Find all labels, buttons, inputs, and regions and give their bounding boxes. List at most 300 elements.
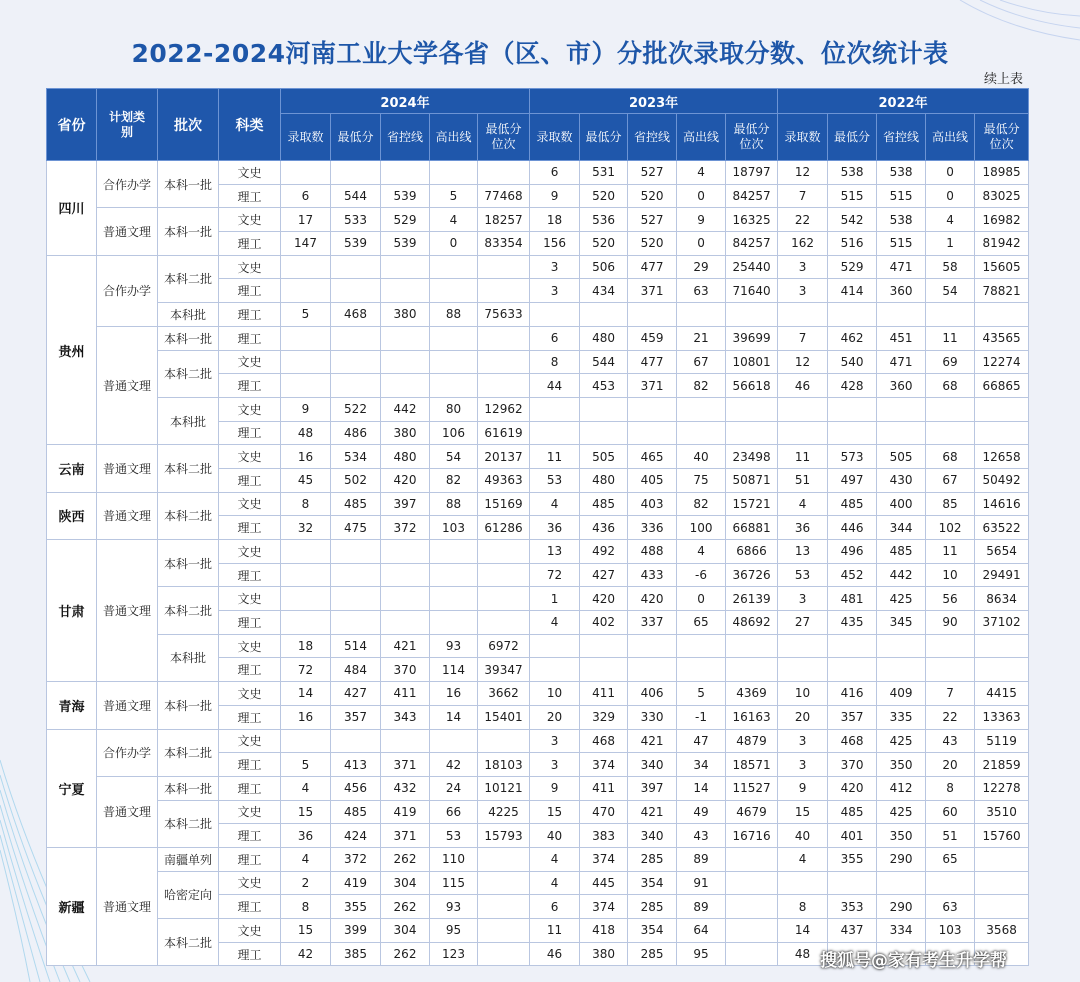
table-row — [47, 847, 1029, 871]
value-cell: 465 — [628, 445, 677, 469]
value-cell: 18 — [530, 208, 580, 232]
value-cell: 78821 — [975, 279, 1029, 303]
value-cell: 65 — [926, 847, 975, 871]
value-cell: 360 — [877, 374, 926, 398]
value-cell: 15721 — [726, 492, 778, 516]
header-col: 最低分位次 — [975, 114, 1029, 161]
value-cell: 0 — [926, 161, 975, 185]
subject-cell: 文史 — [219, 871, 281, 895]
value-cell: 16 — [281, 445, 331, 469]
subject-cell: 文史 — [219, 682, 281, 706]
value-cell: 22 — [778, 208, 828, 232]
subject-cell: 文史 — [219, 445, 281, 469]
value-cell: 68 — [926, 374, 975, 398]
value-cell — [478, 587, 530, 611]
value-cell — [926, 634, 975, 658]
value-cell: 411 — [381, 682, 430, 706]
value-cell: 16716 — [726, 824, 778, 848]
table-row — [47, 255, 1029, 279]
value-cell: 8634 — [975, 587, 1029, 611]
value-cell: 15760 — [975, 824, 1029, 848]
value-cell: 29 — [677, 255, 726, 279]
value-cell: 15793 — [478, 824, 530, 848]
value-cell — [281, 350, 331, 374]
value-cell — [530, 303, 580, 327]
subject-cell: 文史 — [219, 729, 281, 753]
value-cell: 538 — [877, 208, 926, 232]
value-cell: 4679 — [726, 800, 778, 824]
value-cell: 83354 — [478, 232, 530, 256]
value-cell: 9 — [530, 184, 580, 208]
value-cell: 29491 — [975, 563, 1029, 587]
value-cell: 505 — [877, 445, 926, 469]
value-cell: 5119 — [975, 729, 1029, 753]
value-cell: 0 — [926, 184, 975, 208]
value-cell — [331, 729, 381, 753]
batch-cell: 本科二批 — [158, 255, 219, 302]
value-cell: 385 — [331, 942, 381, 966]
value-cell: 357 — [331, 705, 381, 729]
subject-cell: 理工 — [219, 468, 281, 492]
value-cell — [628, 421, 677, 445]
value-cell: 6972 — [478, 634, 530, 658]
batch-cell: 本科二批 — [158, 800, 219, 847]
value-cell: 427 — [331, 682, 381, 706]
value-cell: 100 — [677, 516, 726, 540]
subject-cell: 文史 — [219, 492, 281, 516]
value-cell — [828, 634, 877, 658]
value-cell: 72 — [281, 658, 331, 682]
value-cell — [381, 326, 430, 350]
value-cell: 425 — [877, 729, 926, 753]
value-cell: 485 — [828, 800, 877, 824]
value-cell — [877, 303, 926, 327]
value-cell: 4 — [677, 540, 726, 564]
value-cell: 156 — [530, 232, 580, 256]
value-cell: 475 — [331, 516, 381, 540]
value-cell: 49363 — [478, 468, 530, 492]
value-cell — [430, 255, 478, 279]
admission-table — [46, 88, 1029, 966]
subject-cell: 文史 — [219, 161, 281, 185]
value-cell: 16 — [281, 705, 331, 729]
value-cell — [478, 942, 530, 966]
value-cell: 45 — [281, 468, 331, 492]
value-cell: 63522 — [975, 516, 1029, 540]
value-cell — [828, 871, 877, 895]
subject-cell: 理工 — [219, 279, 281, 303]
value-cell: 515 — [877, 184, 926, 208]
value-cell: 46 — [530, 942, 580, 966]
value-cell — [478, 729, 530, 753]
value-cell: 15605 — [975, 255, 1029, 279]
value-cell: 82 — [677, 374, 726, 398]
plan-cell: 普通文理 — [97, 326, 158, 444]
value-cell — [580, 658, 628, 682]
value-cell: 335 — [877, 705, 926, 729]
value-cell: 485 — [580, 492, 628, 516]
value-cell — [281, 255, 331, 279]
header-col: 高出线 — [677, 114, 726, 161]
value-cell: 20 — [530, 705, 580, 729]
value-cell: 14 — [778, 919, 828, 943]
value-cell: 23498 — [726, 445, 778, 469]
value-cell: 445 — [580, 871, 628, 895]
value-cell: 468 — [331, 303, 381, 327]
value-cell — [478, 255, 530, 279]
value-cell: 11 — [530, 445, 580, 469]
value-cell — [281, 279, 331, 303]
value-cell: 442 — [381, 397, 430, 421]
value-cell — [530, 397, 580, 421]
value-cell: 344 — [877, 516, 926, 540]
value-cell — [677, 658, 726, 682]
value-cell: 39347 — [478, 658, 530, 682]
value-cell: 47 — [677, 729, 726, 753]
value-cell — [677, 303, 726, 327]
value-cell: 20 — [926, 753, 975, 777]
value-cell: 357 — [828, 705, 877, 729]
value-cell — [778, 397, 828, 421]
value-cell: 9 — [281, 397, 331, 421]
value-cell: 0 — [430, 232, 478, 256]
value-cell — [975, 895, 1029, 919]
value-cell — [281, 161, 331, 185]
value-cell: 15 — [281, 800, 331, 824]
value-cell: 416 — [828, 682, 877, 706]
value-cell: 405 — [628, 468, 677, 492]
value-cell — [677, 397, 726, 421]
value-cell — [628, 397, 677, 421]
value-cell: 58 — [926, 255, 975, 279]
value-cell: 544 — [580, 350, 628, 374]
value-cell: 330 — [628, 705, 677, 729]
value-cell — [478, 611, 530, 635]
value-cell: 106 — [430, 421, 478, 445]
value-cell: 492 — [580, 540, 628, 564]
value-cell: 290 — [877, 847, 926, 871]
value-cell: 89 — [677, 847, 726, 871]
value-cell — [778, 421, 828, 445]
value-cell: 304 — [381, 871, 430, 895]
value-cell: 71640 — [726, 279, 778, 303]
value-cell: 452 — [828, 563, 877, 587]
value-cell — [381, 161, 430, 185]
value-cell: 485 — [331, 492, 381, 516]
value-cell: 7 — [926, 682, 975, 706]
value-cell: 485 — [331, 800, 381, 824]
value-cell: 11527 — [726, 776, 778, 800]
value-cell: 5 — [281, 753, 331, 777]
value-cell — [478, 871, 530, 895]
value-cell: 14 — [281, 682, 331, 706]
plan-cell: 普通文理 — [97, 208, 158, 255]
value-cell — [975, 421, 1029, 445]
value-cell: 20 — [778, 705, 828, 729]
table-row — [47, 326, 1029, 350]
value-cell: 39699 — [726, 326, 778, 350]
value-cell: 15169 — [478, 492, 530, 516]
value-cell — [580, 303, 628, 327]
value-cell: 7 — [778, 184, 828, 208]
value-cell: 337 — [628, 611, 677, 635]
value-cell: 262 — [381, 895, 430, 919]
value-cell: 12 — [778, 161, 828, 185]
value-cell: 17 — [281, 208, 331, 232]
province-cell: 宁夏 — [47, 729, 97, 847]
value-cell: 421 — [628, 800, 677, 824]
value-cell: 505 — [580, 445, 628, 469]
value-cell: 4 — [530, 492, 580, 516]
value-cell: 32 — [281, 516, 331, 540]
value-cell — [726, 658, 778, 682]
value-cell — [975, 847, 1029, 871]
value-cell: 18 — [281, 634, 331, 658]
value-cell: 3 — [530, 729, 580, 753]
value-cell — [331, 587, 381, 611]
value-cell: 4 — [430, 208, 478, 232]
value-cell — [281, 587, 331, 611]
value-cell: 115 — [430, 871, 478, 895]
value-cell: 66 — [430, 800, 478, 824]
value-cell: 502 — [331, 468, 381, 492]
value-cell — [430, 350, 478, 374]
value-cell: 3 — [778, 753, 828, 777]
value-cell: 1 — [530, 587, 580, 611]
value-cell: 397 — [381, 492, 430, 516]
header-col: 录取数 — [530, 114, 580, 161]
table-row — [47, 540, 1029, 564]
value-cell — [726, 919, 778, 943]
value-cell: 442 — [877, 563, 926, 587]
value-cell — [580, 397, 628, 421]
value-cell: 8 — [778, 895, 828, 919]
value-cell — [381, 540, 430, 564]
value-cell: 93 — [430, 895, 478, 919]
value-cell: 372 — [331, 847, 381, 871]
value-cell — [926, 303, 975, 327]
value-cell — [877, 658, 926, 682]
value-cell: 4879 — [726, 729, 778, 753]
header-col: 最低分 — [580, 114, 628, 161]
value-cell: 40 — [778, 824, 828, 848]
value-cell: 486 — [331, 421, 381, 445]
value-cell: 480 — [580, 468, 628, 492]
value-cell: 401 — [828, 824, 877, 848]
value-cell: 5654 — [975, 540, 1029, 564]
table-row — [47, 350, 1029, 374]
value-cell: 536 — [580, 208, 628, 232]
value-cell — [331, 326, 381, 350]
header-col: 高出线 — [926, 114, 975, 161]
value-cell: 42 — [281, 942, 331, 966]
value-cell — [926, 421, 975, 445]
header-subject: 科类 — [219, 89, 281, 161]
value-cell: 83025 — [975, 184, 1029, 208]
value-cell: 10801 — [726, 350, 778, 374]
value-cell: 7 — [778, 326, 828, 350]
value-cell: 11 — [530, 919, 580, 943]
value-cell: 432 — [381, 776, 430, 800]
plan-cell: 普通文理 — [97, 540, 158, 682]
subject-cell: 理工 — [219, 776, 281, 800]
value-cell: 539 — [381, 232, 430, 256]
value-cell: 2 — [281, 871, 331, 895]
value-cell: 380 — [580, 942, 628, 966]
value-cell: 75633 — [478, 303, 530, 327]
value-cell: 488 — [628, 540, 677, 564]
plan-cell: 普通文理 — [97, 682, 158, 729]
value-cell: 374 — [580, 847, 628, 871]
value-cell: 522 — [331, 397, 381, 421]
value-cell: 50871 — [726, 468, 778, 492]
value-cell: 88 — [430, 492, 478, 516]
value-cell — [478, 895, 530, 919]
value-cell — [478, 847, 530, 871]
value-cell: 8 — [281, 492, 331, 516]
value-cell — [381, 279, 430, 303]
value-cell: 6 — [530, 895, 580, 919]
value-cell: 53 — [778, 563, 828, 587]
value-cell — [828, 658, 877, 682]
value-cell: 374 — [580, 753, 628, 777]
value-cell — [580, 634, 628, 658]
value-cell: 18985 — [975, 161, 1029, 185]
value-cell: 353 — [828, 895, 877, 919]
subject-cell: 理工 — [219, 658, 281, 682]
value-cell: 3 — [778, 587, 828, 611]
table-row — [47, 303, 1029, 327]
value-cell — [926, 871, 975, 895]
table-header — [47, 89, 1029, 161]
subject-cell: 理工 — [219, 184, 281, 208]
value-cell: 573 — [828, 445, 877, 469]
value-cell: 12 — [778, 350, 828, 374]
batch-cell: 本科一批 — [158, 208, 219, 255]
value-cell: 4 — [530, 847, 580, 871]
value-cell — [331, 279, 381, 303]
value-cell: 15 — [530, 800, 580, 824]
header-plan: 计划类别 — [97, 89, 158, 161]
value-cell: 40 — [530, 824, 580, 848]
value-cell: 285 — [628, 847, 677, 871]
value-cell: 350 — [877, 753, 926, 777]
value-cell — [975, 634, 1029, 658]
value-cell — [430, 326, 478, 350]
province-cell: 云南 — [47, 445, 97, 492]
value-cell: 18257 — [478, 208, 530, 232]
subject-cell: 理工 — [219, 374, 281, 398]
value-cell — [828, 303, 877, 327]
plan-cell: 普通文理 — [97, 492, 158, 539]
value-cell — [478, 161, 530, 185]
value-cell: 424 — [331, 824, 381, 848]
value-cell: 285 — [628, 942, 677, 966]
subject-cell: 理工 — [219, 326, 281, 350]
value-cell — [580, 421, 628, 445]
header-col: 录取数 — [281, 114, 331, 161]
header-col: 省控线 — [877, 114, 926, 161]
subject-cell: 理工 — [219, 516, 281, 540]
value-cell: 421 — [628, 729, 677, 753]
value-cell: 446 — [828, 516, 877, 540]
header-col: 最低分位次 — [726, 114, 778, 161]
value-cell: 95 — [430, 919, 478, 943]
value-cell: 420 — [580, 587, 628, 611]
value-cell: 4415 — [975, 682, 1029, 706]
value-cell: 46 — [778, 374, 828, 398]
subject-cell: 理工 — [219, 942, 281, 966]
batch-cell: 本科批 — [158, 303, 219, 327]
batch-cell: 本科二批 — [158, 492, 219, 539]
subject-cell: 理工 — [219, 824, 281, 848]
plan-cell: 普通文理 — [97, 847, 158, 965]
subject-cell: 文史 — [219, 350, 281, 374]
value-cell — [281, 326, 331, 350]
value-cell: 350 — [877, 824, 926, 848]
value-cell: 36726 — [726, 563, 778, 587]
value-cell: 400 — [877, 492, 926, 516]
value-cell: 15401 — [478, 705, 530, 729]
value-cell: 49 — [677, 800, 726, 824]
value-cell — [430, 540, 478, 564]
value-cell: 6 — [530, 161, 580, 185]
header-col: 省控线 — [628, 114, 677, 161]
value-cell — [381, 611, 430, 635]
value-cell — [677, 421, 726, 445]
value-cell — [877, 634, 926, 658]
value-cell: 14 — [430, 705, 478, 729]
value-cell: 4369 — [726, 682, 778, 706]
value-cell: 9 — [530, 776, 580, 800]
header-year-2023: 2023年 — [530, 89, 778, 114]
value-cell: 43565 — [975, 326, 1029, 350]
table-row — [47, 445, 1029, 469]
value-cell: 68 — [926, 445, 975, 469]
value-cell — [677, 634, 726, 658]
value-cell: 61286 — [478, 516, 530, 540]
value-cell — [628, 303, 677, 327]
value-cell: 84257 — [726, 184, 778, 208]
value-cell: 8 — [926, 776, 975, 800]
subject-cell: 文史 — [219, 208, 281, 232]
value-cell: 425 — [877, 587, 926, 611]
value-cell — [478, 350, 530, 374]
value-cell — [381, 587, 430, 611]
value-cell: 340 — [628, 753, 677, 777]
value-cell: 4 — [281, 776, 331, 800]
value-cell: 12962 — [478, 397, 530, 421]
value-cell: 18571 — [726, 753, 778, 777]
value-cell: 88 — [430, 303, 478, 327]
value-cell: 468 — [828, 729, 877, 753]
value-cell — [828, 397, 877, 421]
value-cell: 15 — [281, 919, 331, 943]
value-cell: 538 — [877, 161, 926, 185]
value-cell: 409 — [877, 682, 926, 706]
value-cell: 411 — [580, 776, 628, 800]
value-cell: 471 — [877, 350, 926, 374]
value-cell: 4 — [926, 208, 975, 232]
value-cell: 477 — [628, 350, 677, 374]
value-cell: 262 — [381, 847, 430, 871]
value-cell: 336 — [628, 516, 677, 540]
value-cell: 3510 — [975, 800, 1029, 824]
table-row — [47, 492, 1029, 516]
value-cell: 102 — [926, 516, 975, 540]
value-cell: 40 — [677, 445, 726, 469]
value-cell: 53 — [530, 468, 580, 492]
